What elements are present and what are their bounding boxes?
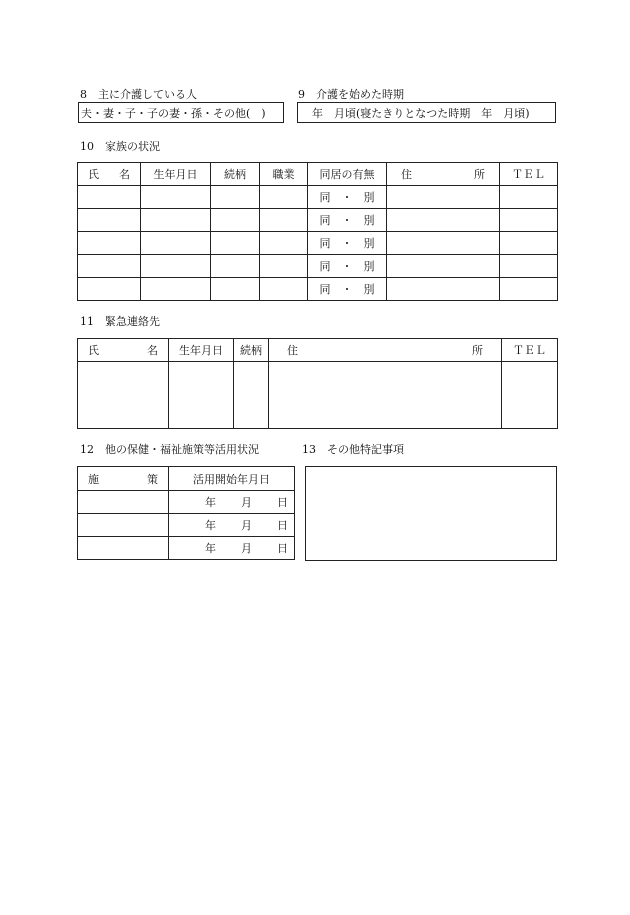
main-caregiver-options: 夫・妻・子・子の妻・孫・その他( )	[81, 106, 266, 120]
header-relation: 続柄	[211, 163, 260, 186]
table-row	[78, 491, 295, 514]
service-date-cell[interactable]: 年 月 日	[169, 491, 295, 514]
family-address-cell[interactable]	[387, 232, 500, 255]
header-name: 氏 名	[78, 339, 169, 362]
family-name-cell[interactable]	[78, 255, 141, 278]
section8-title: 8 主に介護している人	[80, 88, 197, 101]
family-address-cell[interactable]	[387, 255, 500, 278]
services-table-header	[78, 467, 295, 491]
table-row	[78, 278, 558, 301]
family-tel-cell[interactable]	[500, 278, 558, 301]
family-job-cell[interactable]	[260, 209, 308, 232]
family-cohabit-cell[interactable]: 同 ・ 別	[308, 186, 387, 209]
family-name-cell[interactable]	[78, 232, 141, 255]
header-name: 氏 名	[78, 163, 141, 186]
family-birth-cell[interactable]	[141, 278, 211, 301]
family-job-cell[interactable]	[260, 278, 308, 301]
family-tel-cell[interactable]	[500, 186, 558, 209]
care-start-field[interactable]	[297, 102, 556, 123]
family-cohabit-cell[interactable]: 同 ・ 別	[308, 278, 387, 301]
emergency-tel-cell[interactable]	[502, 362, 558, 429]
table-row	[78, 186, 558, 209]
emergency-address-cell[interactable]	[269, 362, 502, 429]
table-row	[78, 362, 558, 429]
family-name-cell[interactable]	[78, 278, 141, 301]
table-row	[78, 514, 295, 537]
emergency-name-cell[interactable]	[78, 362, 169, 429]
header-tel: ＴＥＬ	[500, 163, 558, 186]
family-cohabit-cell[interactable]: 同 ・ 別	[308, 255, 387, 278]
family-relation-cell[interactable]	[211, 255, 260, 278]
family-relation-cell[interactable]	[211, 209, 260, 232]
family-birth-cell[interactable]	[141, 232, 211, 255]
main-caregiver-field[interactable]	[78, 102, 284, 123]
section9-title: 9 介護を始めた時期	[298, 88, 404, 101]
section13-title: 13 その他特記事項	[302, 443, 404, 456]
family-relation-cell[interactable]	[211, 232, 260, 255]
family-birth-cell[interactable]	[141, 255, 211, 278]
service-date-cell[interactable]: 年 月 日	[169, 514, 295, 537]
header-job: 職業	[260, 163, 308, 186]
header-birth: 生年月日	[169, 339, 234, 362]
family-address-cell[interactable]	[387, 186, 500, 209]
family-cohabit-cell[interactable]: 同 ・ 別	[308, 232, 387, 255]
family-name-cell[interactable]	[78, 209, 141, 232]
family-job-cell[interactable]	[260, 186, 308, 209]
family-job-cell[interactable]	[260, 232, 308, 255]
header-address: 住 所	[387, 163, 500, 186]
header-tel: ＴＥＬ	[502, 339, 558, 362]
section12-title: 12 他の保健・福祉施策等活用状況	[80, 443, 259, 456]
service-policy-cell[interactable]	[78, 491, 169, 514]
emergency-birth-cell[interactable]	[169, 362, 234, 429]
service-date-cell[interactable]: 年 月 日	[169, 537, 295, 560]
header-cohabit: 同居の有無	[308, 163, 387, 186]
family-address-cell[interactable]	[387, 278, 500, 301]
header-birth: 生年月日	[141, 163, 211, 186]
family-relation-cell[interactable]	[211, 186, 260, 209]
family-tel-cell[interactable]	[500, 255, 558, 278]
header-relation: 続柄	[234, 339, 269, 362]
services-table	[77, 466, 295, 560]
header-policy: 施 策	[78, 467, 169, 491]
family-name-cell[interactable]	[78, 186, 141, 209]
family-birth-cell[interactable]	[141, 186, 211, 209]
emergency-relation-cell[interactable]	[234, 362, 269, 429]
table-row	[78, 537, 295, 560]
section10-title: 10 家族の状況	[80, 140, 160, 153]
family-table-header	[78, 163, 558, 186]
family-tel-cell[interactable]	[500, 232, 558, 255]
emergency-table-header	[78, 339, 558, 362]
family-birth-cell[interactable]	[141, 209, 211, 232]
header-start-date: 活用開始年月日	[169, 467, 295, 491]
special-notes-field[interactable]	[305, 466, 557, 561]
service-policy-cell[interactable]	[78, 514, 169, 537]
family-tel-cell[interactable]	[500, 209, 558, 232]
table-row	[78, 255, 558, 278]
family-job-cell[interactable]	[260, 255, 308, 278]
table-row	[78, 232, 558, 255]
family-relation-cell[interactable]	[211, 278, 260, 301]
table-row	[78, 209, 558, 232]
section11-title: 11 緊急連絡先	[80, 315, 160, 328]
service-policy-cell[interactable]	[78, 537, 169, 560]
family-table	[77, 162, 558, 301]
header-address: 住 所	[269, 339, 502, 362]
emergency-contact-table	[77, 338, 558, 429]
family-address-cell[interactable]	[387, 209, 500, 232]
care-start-value: 年 月頃(寝たきりとなつた時期 年 月頃)	[312, 106, 530, 120]
family-cohabit-cell[interactable]: 同 ・ 別	[308, 209, 387, 232]
